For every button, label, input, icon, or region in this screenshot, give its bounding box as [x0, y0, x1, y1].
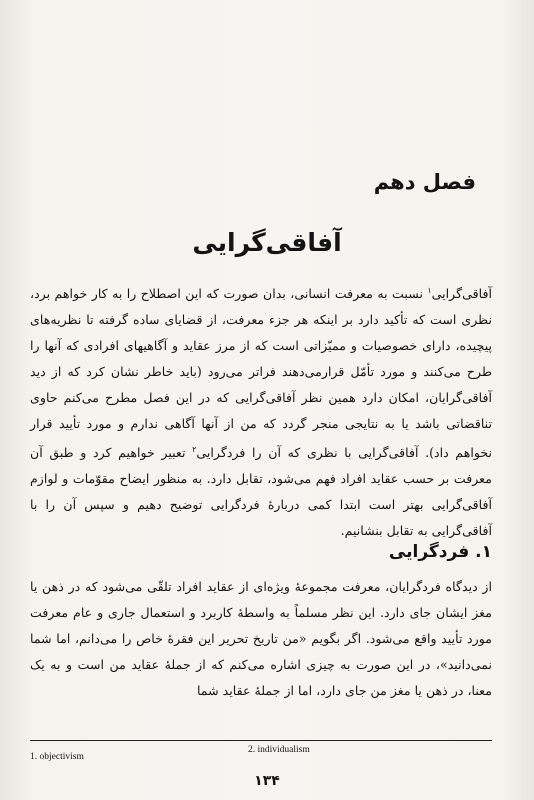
section-paragraph: از دیدگاه فردگرایان، معرفت مجموعهٔ ویژه‌ای از عقاید افراد تلقّی می‌شود که در ذهن یا مغز ایشان جای دارد. این نظر مسلماً به واسطهٔ کاربرد و استعمال جاری و عام معرفت مورد تأیید واقع می‌شود. اگر بگویم «من تاریخ تحریر این فقرهٔ خاص را می‌دانم، اما شما نمی‌دانید»، در این صورت به چیزی اشاره می‌کنم که از جملهٔ عقاید من است و به یک معنا، در ذهن یا مغز من جای دارد، اما از جملهٔ عقاید شما: [30, 579, 492, 698]
page-number: ۱۳۴: [254, 773, 280, 789]
intro-paragraph: [30, 278, 492, 544]
intro-text-middle: نسبت به معرفت انسانی، بدان صورت که این اصطلاح را به کار خواهم برد، نظری است که تأکید دارد بر اینکه هر جزء معرفت، از قضایای ساده گرفته تا نظریه‌های پیچیده، دارای خصوصیات و ممیّزاتی است که از مرز عقاید و آگاهیهای افرادی که آنها را طرح می‌کنند و مورد تأمّل قرارمی‌دهند فراتر می‌رود (باید خاطر نشان کرد که از دید آفاقی‌گرایان، امکان دارد همین نظر آفاقی‌گرایی که در این فصل مطرح می‌کنم حاوی تناقضاتی باشد یا به نتایجی منجر گردد که من از آنها آگاهی ندارم و مورد تأیید قرار نخواهم داد). آفاقی‌گرایی با نظری که آن را فردگرایی: [30, 286, 492, 461]
intro-text-start: آفاقی‌گرایی: [431, 286, 492, 302]
intro-text-end: تعبیر خواهیم کرد و طبق آن معرفت بر حسب عقاید افراد فهم می‌شود، تقابل دارد. به منظور ایضاح مقوّمات و لوازم آفاقی‌گرایی بهتر است ابتدا کمی دربارهٔ فردگرایی توضیح دهیم و سپس آن را با آفاقی‌گرایی به تقابل بنشانیم.: [30, 445, 492, 539]
chapter-title: آفاقی‌گرایی: [192, 228, 342, 257]
footnote-2: 2. individualism: [248, 745, 310, 755]
footnote-divider: [30, 740, 492, 741]
section-heading: ۱. فردگرایی: [388, 542, 492, 562]
footnote-ref-2: ۲: [192, 445, 197, 455]
footnote-1: 1. objectivism: [30, 752, 84, 762]
chapter-label: فصل دهم: [373, 170, 476, 194]
footnote-ref-1: ۱: [427, 286, 432, 295]
bleed-through-text: [30, 0, 504, 140]
